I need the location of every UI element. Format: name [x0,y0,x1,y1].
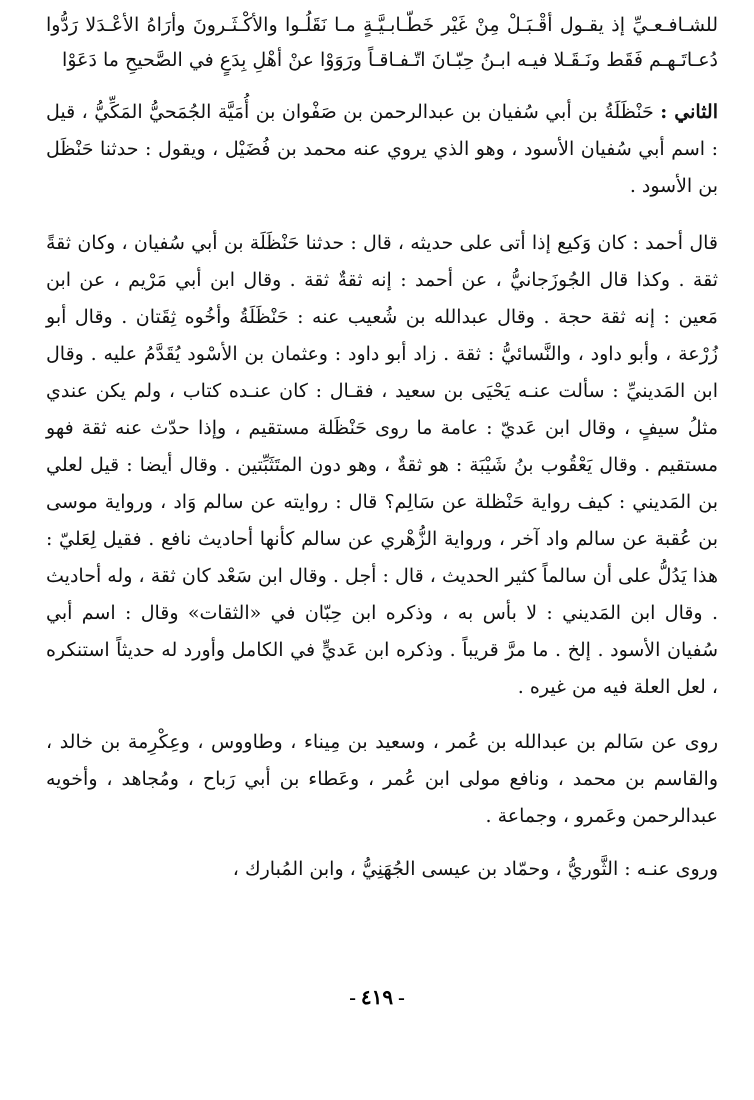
entry-heading-paragraph [46,94,718,205]
entry-text: حَنْظَلَةُ بن أبي سُفيان بن عبدالرحمن بن صَفْوان بن أُمَيَّة الجُمَحيُّ المَكِّيُّ ، قيل : اسم أبي سُفيان الأسود ، وهو الذي يروي عنه محمد بن فُضَيْل ، ويقول : حدثنا حَنْظَل بن الأسود . [46,101,719,197]
poem-verses: للشـافـعـيِّ إذ يقـول أقْـبَـلْ مِنْ غَيْر خَطّـابـيَّـةٍ مـا نَقَلُـوا والأكْـثَـرونَ وأرَاهُ الأعْـدَلا رَدُّوا دُعـاتَـهـم فَقَط ونَـقَـلا فيـه ابـنُ حِبّـانَ اتّـفـاقـاً ورَوَوْا عنْ أهْلِ بِدَعٍ في الصَّحيحِ ما دَعَوْا [46,14,718,71]
narrated-by-paragraph: وروى عنـه : الثَّوريُّ ، وحمّاد بن عيسى الجُهَنِيُّ ، وابن المُبارك ، [232,858,718,880]
page-number: - ٤١٩ - [349,987,405,1009]
narrated-from-paragraph: روى عن سَالم بن عبدالله بن عُمر ، وسعيد بن مِيناء ، وطاووس ، وعِكْرِمة بن خالد ، والقاسم بن محمد ، ونافع مولى ابن عُمر ، وعَطاء بن أبي رَباح ، ومُجاهد ، وأخويه عبدالرحمن وعَمرو ، وجماعة . [46,731,718,827]
entry-label: الثاني : [660,101,718,123]
book-page [46,8,718,1088]
body-paragraph: قال أحمد : كان وَكيع إذا أتى على حديثه ، قال : حدثنا حَنْظَلَة بن أبي سُفيان ، وكان ثقةً ثقة . وكذا قال الجُوزَجانيُّ ، عن أحمد : إنه ثقةٌ ثقة . وقال ابن أبي مَرْيم ، عن ابن مَعين : إنه ثقة حجة . وقال عبدالله بن شُعيب عنه : حَنْظَلَةُ وأخُوه ثِقَتان . وقال أبو زُرْعة ، وأبو داود ، والنَّسائيُّ : ثقة . زاد أبو داود : وعثمان بن الأسْود يُقَدَّمُ عليه . وقال ابن المَدينيِّ : سألت عنـه يَحْيَى بن سعيد ، فقـال : كان عنـده كتاب ، ولم يكن عندي مثلُ سيفٍ ، وقال ابن عَديّ : عامة ما روى حَنْظَلة مستقيم ، وإذا حدّث عنه ثقة فهو مستقيم . وقال يَعْقُوب بنُ شَيْبَة : هو ثقةٌ ، وهو دون المتَثَبِّتين . وقال أيضا : قيل لعلي بن المَديني : كيف رواية حَنْظلة عن سَالِم؟ قال : روايته عن سالم وَاد ، ورواية موسى بن عُقبة عن سالم واد آخر ، ورواية الزُّهْري عن سالم كأنها أحاديث نافع . فقيل لِعَليّ : هذا يَدُلُّ على أن سالماً كثير الحديث ، قال : أجل . وقال ابن سَعْد كان ثقة ، وله أحاديث . وقال ابن المَديني : لا بأس به ، وذكره ابن حِبّان في «الثقات» وقال : اسم أبي سُفيان الأسود . إلخ . ما مرَّ قريباً . وذكره ابن عَديٍّ في الكامل وأورد له حديثاً استنكره ، لعل العلة فيه من غيره . [46,232,719,698]
